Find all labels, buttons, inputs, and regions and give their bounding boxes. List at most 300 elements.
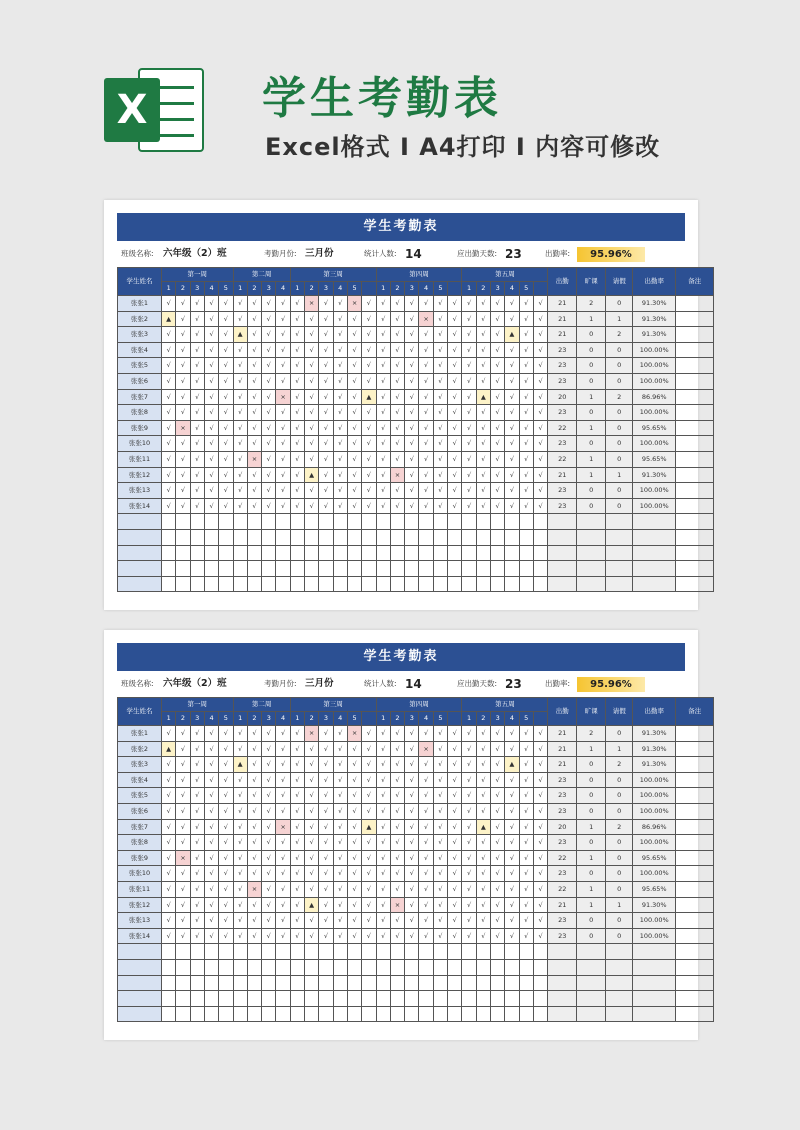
day-cell[interactable] (390, 576, 404, 592)
day-cell[interactable] (390, 959, 404, 975)
day-cell[interactable] (319, 991, 333, 1007)
day-cell[interactable] (476, 576, 490, 592)
present-mark[interactable]: √ (362, 913, 376, 929)
present-mark[interactable]: √ (333, 928, 347, 944)
day-cell[interactable] (219, 545, 233, 561)
present-mark[interactable]: √ (262, 451, 276, 467)
day-cell[interactable] (476, 991, 490, 1007)
present-mark[interactable]: √ (405, 819, 419, 835)
present-mark[interactable]: √ (247, 405, 261, 421)
present-mark[interactable]: √ (162, 788, 176, 804)
day-cell[interactable] (262, 944, 276, 960)
present-mark[interactable]: √ (233, 436, 247, 452)
present-mark[interactable]: √ (448, 741, 462, 757)
present-mark[interactable]: √ (362, 436, 376, 452)
present-mark[interactable]: √ (233, 788, 247, 804)
student-name[interactable] (118, 944, 162, 960)
present-mark[interactable]: √ (419, 467, 433, 483)
day-cell[interactable] (505, 529, 519, 545)
day-cell[interactable] (290, 1006, 304, 1022)
present-mark[interactable]: √ (333, 451, 347, 467)
present-mark[interactable]: √ (290, 420, 304, 436)
present-mark[interactable]: √ (376, 726, 390, 742)
present-mark[interactable]: √ (505, 897, 519, 913)
present-mark[interactable]: √ (490, 498, 504, 514)
present-mark[interactable]: √ (419, 850, 433, 866)
present-mark[interactable]: √ (333, 803, 347, 819)
day-cell[interactable] (162, 576, 176, 592)
day-cell[interactable] (462, 514, 476, 530)
absent-mark[interactable]: × (305, 726, 319, 742)
present-mark[interactable]: √ (505, 819, 519, 835)
leave-mark[interactable]: ▲ (476, 819, 490, 835)
present-mark[interactable]: √ (390, 373, 404, 389)
present-mark[interactable]: √ (190, 498, 204, 514)
present-mark[interactable]: √ (433, 819, 447, 835)
present-mark[interactable]: √ (505, 881, 519, 897)
present-mark[interactable]: √ (448, 788, 462, 804)
present-mark[interactable]: √ (519, 405, 533, 421)
day-cell[interactable] (505, 545, 519, 561)
cell-remark[interactable] (676, 405, 714, 421)
present-mark[interactable]: √ (319, 420, 333, 436)
student-name[interactable] (118, 576, 162, 592)
day-cell[interactable] (247, 514, 261, 530)
present-mark[interactable]: √ (233, 483, 247, 499)
absent-mark[interactable]: × (347, 726, 361, 742)
present-mark[interactable]: √ (533, 373, 547, 389)
day-cell[interactable] (376, 561, 390, 577)
present-mark[interactable]: √ (462, 757, 476, 773)
day-cell[interactable] (333, 561, 347, 577)
present-mark[interactable]: √ (204, 772, 218, 788)
present-mark[interactable]: √ (290, 757, 304, 773)
present-mark[interactable]: √ (476, 741, 490, 757)
day-cell[interactable] (462, 959, 476, 975)
day-cell[interactable] (290, 944, 304, 960)
day-cell[interactable] (162, 975, 176, 991)
present-mark[interactable]: √ (233, 928, 247, 944)
student-name[interactable]: 张张11 (118, 881, 162, 897)
day-cell[interactable] (219, 576, 233, 592)
present-mark[interactable]: √ (204, 358, 218, 374)
present-mark[interactable]: √ (276, 327, 290, 343)
day-cell[interactable] (247, 991, 261, 1007)
day-cell[interactable] (433, 576, 447, 592)
present-mark[interactable]: √ (219, 928, 233, 944)
student-name[interactable]: 张张12 (118, 897, 162, 913)
present-mark[interactable]: √ (162, 483, 176, 499)
present-mark[interactable]: √ (233, 850, 247, 866)
leave-mark[interactable]: ▲ (305, 897, 319, 913)
present-mark[interactable]: √ (219, 342, 233, 358)
present-mark[interactable]: √ (519, 327, 533, 343)
leave-mark[interactable]: ▲ (305, 467, 319, 483)
present-mark[interactable]: √ (376, 772, 390, 788)
present-mark[interactable]: √ (204, 819, 218, 835)
present-mark[interactable]: √ (462, 436, 476, 452)
present-mark[interactable]: √ (347, 850, 361, 866)
present-mark[interactable]: √ (405, 741, 419, 757)
day-cell[interactable] (490, 545, 504, 561)
present-mark[interactable]: √ (490, 373, 504, 389)
present-mark[interactable]: √ (362, 483, 376, 499)
day-cell[interactable] (290, 576, 304, 592)
present-mark[interactable]: √ (333, 881, 347, 897)
present-mark[interactable]: √ (433, 726, 447, 742)
present-mark[interactable]: √ (290, 928, 304, 944)
present-mark[interactable]: √ (276, 451, 290, 467)
present-mark[interactable]: √ (362, 358, 376, 374)
present-mark[interactable]: √ (219, 726, 233, 742)
present-mark[interactable]: √ (476, 327, 490, 343)
day-cell[interactable] (276, 1006, 290, 1022)
day-cell[interactable] (519, 576, 533, 592)
present-mark[interactable]: √ (176, 296, 190, 312)
day-cell[interactable] (405, 576, 419, 592)
day-cell[interactable] (519, 545, 533, 561)
present-mark[interactable]: √ (519, 772, 533, 788)
present-mark[interactable]: √ (476, 850, 490, 866)
present-mark[interactable]: √ (319, 772, 333, 788)
present-mark[interactable]: √ (233, 358, 247, 374)
present-mark[interactable]: √ (476, 788, 490, 804)
present-mark[interactable]: √ (276, 311, 290, 327)
present-mark[interactable]: √ (462, 772, 476, 788)
cell-remark[interactable] (676, 420, 714, 436)
present-mark[interactable]: √ (490, 327, 504, 343)
student-name[interactable]: 张张1 (118, 296, 162, 312)
present-mark[interactable]: √ (276, 788, 290, 804)
present-mark[interactable]: √ (462, 897, 476, 913)
present-mark[interactable]: √ (347, 788, 361, 804)
day-cell[interactable] (276, 545, 290, 561)
present-mark[interactable]: √ (219, 897, 233, 913)
present-mark[interactable]: √ (176, 467, 190, 483)
present-mark[interactable]: √ (433, 358, 447, 374)
present-mark[interactable]: √ (190, 358, 204, 374)
present-mark[interactable]: √ (490, 389, 504, 405)
day-cell[interactable] (162, 959, 176, 975)
present-mark[interactable]: √ (262, 726, 276, 742)
present-mark[interactable]: √ (276, 405, 290, 421)
present-mark[interactable]: √ (333, 311, 347, 327)
present-mark[interactable]: √ (390, 757, 404, 773)
present-mark[interactable]: √ (505, 436, 519, 452)
day-cell[interactable] (162, 529, 176, 545)
day-cell[interactable] (490, 975, 504, 991)
present-mark[interactable]: √ (419, 835, 433, 851)
present-mark[interactable]: √ (376, 373, 390, 389)
day-cell[interactable] (176, 1006, 190, 1022)
present-mark[interactable]: √ (276, 483, 290, 499)
present-mark[interactable]: √ (162, 819, 176, 835)
present-mark[interactable]: √ (319, 850, 333, 866)
present-mark[interactable]: √ (519, 311, 533, 327)
present-mark[interactable]: √ (505, 913, 519, 929)
present-mark[interactable]: √ (419, 296, 433, 312)
present-mark[interactable]: √ (204, 342, 218, 358)
present-mark[interactable]: √ (376, 928, 390, 944)
present-mark[interactable]: √ (276, 772, 290, 788)
leave-mark[interactable]: ▲ (505, 757, 519, 773)
present-mark[interactable]: √ (347, 866, 361, 882)
present-mark[interactable]: √ (490, 757, 504, 773)
present-mark[interactable]: √ (262, 803, 276, 819)
present-mark[interactable]: √ (162, 772, 176, 788)
day-cell[interactable] (505, 576, 519, 592)
present-mark[interactable]: √ (176, 772, 190, 788)
present-mark[interactable]: √ (233, 296, 247, 312)
present-mark[interactable]: √ (419, 788, 433, 804)
present-mark[interactable]: √ (533, 389, 547, 405)
present-mark[interactable]: √ (176, 483, 190, 499)
present-mark[interactable]: √ (448, 342, 462, 358)
class-value[interactable]: 六年级（2）班 (163, 678, 227, 689)
present-mark[interactable]: √ (462, 850, 476, 866)
day-cell[interactable] (533, 991, 547, 1007)
day-cell[interactable] (333, 529, 347, 545)
day-cell[interactable] (390, 975, 404, 991)
present-mark[interactable]: √ (247, 436, 261, 452)
student-name[interactable]: 张张9 (118, 420, 162, 436)
present-mark[interactable]: √ (476, 483, 490, 499)
present-mark[interactable]: √ (362, 327, 376, 343)
present-mark[interactable]: √ (519, 483, 533, 499)
present-mark[interactable]: √ (519, 928, 533, 944)
day-cell[interactable] (219, 944, 233, 960)
day-cell[interactable] (233, 576, 247, 592)
day-cell[interactable] (233, 959, 247, 975)
day-cell[interactable] (390, 514, 404, 530)
present-mark[interactable]: √ (319, 358, 333, 374)
day-cell[interactable] (433, 944, 447, 960)
present-mark[interactable]: √ (305, 451, 319, 467)
present-mark[interactable]: √ (290, 897, 304, 913)
present-mark[interactable]: √ (505, 803, 519, 819)
cell-remark[interactable] (676, 1006, 714, 1022)
present-mark[interactable]: √ (390, 788, 404, 804)
day-cell[interactable] (247, 561, 261, 577)
present-mark[interactable]: √ (405, 296, 419, 312)
day-cell[interactable] (319, 545, 333, 561)
day-cell[interactable] (190, 944, 204, 960)
present-mark[interactable]: √ (533, 835, 547, 851)
present-mark[interactable]: √ (233, 866, 247, 882)
day-cell[interactable] (462, 576, 476, 592)
present-mark[interactable]: √ (176, 913, 190, 929)
day-cell[interactable] (290, 529, 304, 545)
present-mark[interactable]: √ (490, 897, 504, 913)
day-cell[interactable] (262, 561, 276, 577)
student-name[interactable] (118, 514, 162, 530)
present-mark[interactable]: √ (305, 498, 319, 514)
present-mark[interactable]: √ (319, 451, 333, 467)
present-mark[interactable]: √ (490, 436, 504, 452)
present-mark[interactable]: √ (390, 819, 404, 835)
day-cell[interactable] (448, 1006, 462, 1022)
present-mark[interactable]: √ (390, 866, 404, 882)
day-cell[interactable] (204, 975, 218, 991)
present-mark[interactable]: √ (433, 881, 447, 897)
present-mark[interactable]: √ (476, 420, 490, 436)
day-cell[interactable] (262, 514, 276, 530)
day-cell[interactable] (319, 576, 333, 592)
day-cell[interactable] (219, 1006, 233, 1022)
present-mark[interactable]: √ (333, 373, 347, 389)
present-mark[interactable]: √ (533, 467, 547, 483)
present-mark[interactable]: √ (505, 311, 519, 327)
present-mark[interactable]: √ (405, 420, 419, 436)
student-name[interactable]: 张张4 (118, 772, 162, 788)
present-mark[interactable]: √ (305, 835, 319, 851)
present-mark[interactable]: √ (448, 850, 462, 866)
present-mark[interactable]: √ (162, 327, 176, 343)
present-mark[interactable]: √ (176, 726, 190, 742)
present-mark[interactable]: √ (476, 405, 490, 421)
cell-remark[interactable] (676, 819, 714, 835)
present-mark[interactable]: √ (490, 483, 504, 499)
present-mark[interactable]: √ (448, 483, 462, 499)
day-cell[interactable] (462, 1006, 476, 1022)
day-cell[interactable] (405, 991, 419, 1007)
present-mark[interactable]: √ (219, 866, 233, 882)
present-mark[interactable]: √ (162, 881, 176, 897)
present-mark[interactable]: √ (290, 819, 304, 835)
student-name[interactable]: 张张14 (118, 928, 162, 944)
present-mark[interactable]: √ (519, 881, 533, 897)
present-mark[interactable]: √ (347, 913, 361, 929)
present-mark[interactable]: √ (519, 420, 533, 436)
present-mark[interactable]: √ (419, 327, 433, 343)
day-cell[interactable] (276, 959, 290, 975)
present-mark[interactable]: √ (319, 498, 333, 514)
present-mark[interactable]: √ (390, 726, 404, 742)
present-mark[interactable]: √ (519, 451, 533, 467)
present-mark[interactable]: √ (405, 866, 419, 882)
present-mark[interactable]: √ (462, 928, 476, 944)
cell-remark[interactable] (676, 741, 714, 757)
present-mark[interactable]: √ (347, 311, 361, 327)
day-cell[interactable] (533, 576, 547, 592)
day-cell[interactable] (262, 529, 276, 545)
day-cell[interactable] (490, 529, 504, 545)
present-mark[interactable]: √ (448, 757, 462, 773)
day-cell[interactable] (247, 944, 261, 960)
cell-remark[interactable] (676, 389, 714, 405)
present-mark[interactable]: √ (490, 420, 504, 436)
present-mark[interactable]: √ (448, 296, 462, 312)
day-cell[interactable] (262, 1006, 276, 1022)
present-mark[interactable]: √ (533, 726, 547, 742)
present-mark[interactable]: √ (162, 296, 176, 312)
day-cell[interactable] (233, 561, 247, 577)
student-name[interactable] (118, 529, 162, 545)
present-mark[interactable]: √ (376, 311, 390, 327)
present-mark[interactable]: √ (176, 741, 190, 757)
present-mark[interactable]: √ (262, 866, 276, 882)
present-mark[interactable]: √ (533, 803, 547, 819)
present-mark[interactable]: √ (405, 928, 419, 944)
present-mark[interactable]: √ (448, 913, 462, 929)
day-cell[interactable] (290, 991, 304, 1007)
present-mark[interactable]: √ (390, 311, 404, 327)
present-mark[interactable]: √ (376, 788, 390, 804)
present-mark[interactable]: √ (519, 389, 533, 405)
day-cell[interactable] (290, 514, 304, 530)
present-mark[interactable]: √ (204, 498, 218, 514)
present-mark[interactable]: √ (276, 741, 290, 757)
day-cell[interactable] (362, 944, 376, 960)
present-mark[interactable]: √ (490, 913, 504, 929)
present-mark[interactable]: √ (533, 757, 547, 773)
present-mark[interactable]: √ (405, 405, 419, 421)
present-mark[interactable]: √ (276, 881, 290, 897)
day-cell[interactable] (448, 959, 462, 975)
student-name[interactable] (118, 991, 162, 1007)
student-name[interactable]: 张张14 (118, 498, 162, 514)
present-mark[interactable]: √ (462, 726, 476, 742)
day-cell[interactable] (519, 1006, 533, 1022)
present-mark[interactable]: √ (505, 405, 519, 421)
present-mark[interactable]: √ (247, 726, 261, 742)
student-name[interactable]: 张张3 (118, 757, 162, 773)
present-mark[interactable]: √ (333, 483, 347, 499)
present-mark[interactable]: √ (362, 835, 376, 851)
present-mark[interactable]: √ (333, 420, 347, 436)
present-mark[interactable]: √ (376, 803, 390, 819)
day-cell[interactable] (347, 561, 361, 577)
count-value[interactable]: 14 (405, 677, 422, 691)
present-mark[interactable]: √ (519, 296, 533, 312)
present-mark[interactable]: √ (262, 296, 276, 312)
day-cell[interactable] (476, 944, 490, 960)
day-cell[interactable] (490, 561, 504, 577)
present-mark[interactable]: √ (247, 342, 261, 358)
present-mark[interactable]: √ (433, 788, 447, 804)
present-mark[interactable]: √ (433, 373, 447, 389)
absent-mark[interactable]: × (390, 467, 404, 483)
day-cell[interactable] (433, 561, 447, 577)
present-mark[interactable]: √ (462, 741, 476, 757)
day-cell[interactable] (390, 561, 404, 577)
day-cell[interactable] (505, 944, 519, 960)
day-cell[interactable] (305, 1006, 319, 1022)
present-mark[interactable]: √ (333, 741, 347, 757)
day-cell[interactable] (519, 561, 533, 577)
day-cell[interactable] (305, 944, 319, 960)
present-mark[interactable]: √ (247, 483, 261, 499)
present-mark[interactable]: √ (162, 913, 176, 929)
present-mark[interactable]: √ (419, 451, 433, 467)
present-mark[interactable]: √ (305, 358, 319, 374)
cell-remark[interactable] (676, 327, 714, 343)
present-mark[interactable]: √ (162, 405, 176, 421)
present-mark[interactable]: √ (176, 342, 190, 358)
day-cell[interactable] (233, 545, 247, 561)
present-mark[interactable]: √ (533, 788, 547, 804)
present-mark[interactable]: √ (319, 913, 333, 929)
present-mark[interactable]: √ (176, 358, 190, 374)
cell-remark[interactable] (676, 498, 714, 514)
present-mark[interactable]: √ (505, 726, 519, 742)
student-name[interactable] (118, 545, 162, 561)
day-cell[interactable] (405, 1006, 419, 1022)
present-mark[interactable]: √ (190, 373, 204, 389)
present-mark[interactable]: √ (405, 358, 419, 374)
present-mark[interactable]: √ (233, 881, 247, 897)
present-mark[interactable]: √ (176, 498, 190, 514)
